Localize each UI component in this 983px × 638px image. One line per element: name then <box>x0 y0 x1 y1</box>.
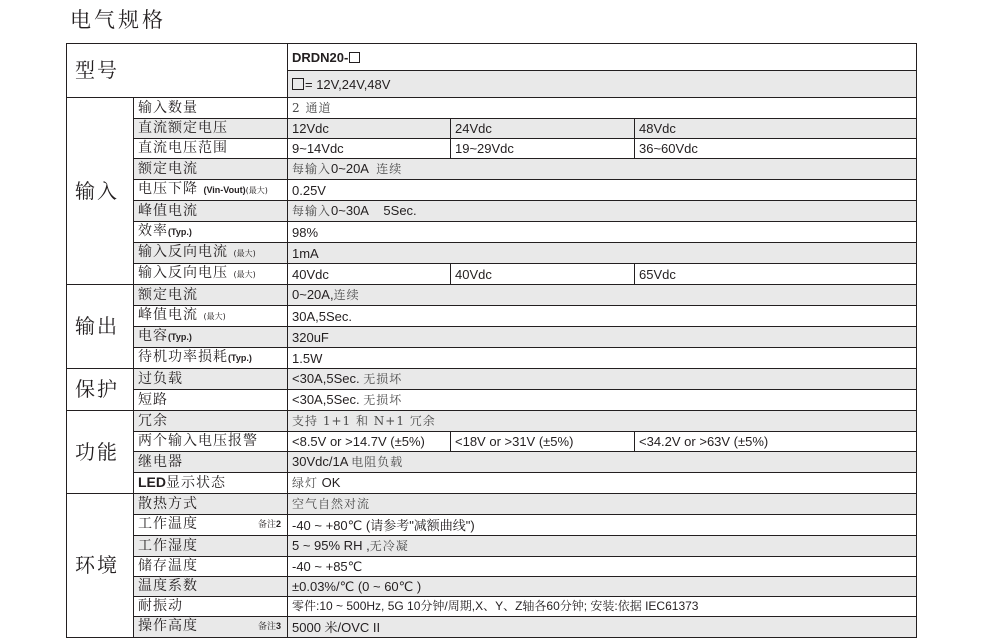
spec-label: 峰值电流 <box>134 201 288 222</box>
output-peak-current-row <box>67 306 917 327</box>
spec-label-note: (Typ.) <box>168 227 192 237</box>
placeholder-box-icon <box>292 78 304 90</box>
spec-value-suffix: 5Sec. <box>383 203 417 218</box>
spec-value-text: 0~20A, <box>292 287 334 302</box>
spec-label-note: (Typ.) <box>168 332 192 342</box>
spec-value-text: 2 通道 <box>292 101 332 115</box>
spec-value: 9~14Vdc <box>288 139 451 159</box>
spec-value: 0.25V <box>288 180 917 201</box>
spec-label-cell <box>134 617 288 638</box>
spec-label-prefix: LED <box>138 474 166 490</box>
spec-label: 额定电流 <box>134 285 288 306</box>
spec-value-text: 支持 1+1 和 N+1 冗余 <box>292 414 436 428</box>
spec-label-cell <box>134 180 288 201</box>
spec-value-text: 0~30A <box>331 203 369 218</box>
spec-value-text: 30Vdc/1A <box>292 454 348 469</box>
spec-label: 输入反向电流 <box>138 244 228 260</box>
spec-label: 两个输入电压报警 <box>134 432 288 452</box>
env-altitude-row <box>67 617 917 638</box>
spec-value: 98% <box>288 222 917 243</box>
spec-label-cell <box>134 473 288 494</box>
env-temp-coefficient-row <box>67 577 917 597</box>
input-voltage-range-row <box>67 139 917 159</box>
spec-value: 5000 米/OVC II <box>288 617 917 638</box>
spec-value: 24Vdc <box>451 119 635 139</box>
spec-value: 65Vdc <box>635 264 917 285</box>
env-cooling-row <box>67 494 917 515</box>
spec-label-max: (最大) <box>203 312 226 321</box>
spec-value: 19~29Vdc <box>451 139 635 159</box>
input-rated-current-row <box>67 159 917 180</box>
spec-label: 继电器 <box>134 452 288 473</box>
input-efficiency-row <box>67 222 917 243</box>
protection-short-circuit-row <box>67 390 917 411</box>
function-led-row <box>67 473 917 494</box>
spec-value-prefix: 绿灯 <box>292 476 319 490</box>
spec-value <box>288 452 917 473</box>
spec-value-text: 0~20A <box>331 161 369 176</box>
spec-label: 待机功率损耗 <box>138 349 228 365</box>
spec-label: 温度系数 <box>134 577 288 597</box>
spec-label: 峰值电流 <box>138 307 198 323</box>
output-capacitance-row <box>67 327 917 348</box>
function-relay-row <box>67 452 917 473</box>
env-storage-temp-row <box>67 557 917 577</box>
spec-label-note: (Typ.) <box>228 353 252 363</box>
spec-value: 36~60Vdc <box>635 139 917 159</box>
output-rated-current-row <box>67 285 917 306</box>
output-standby-power-row <box>67 348 917 369</box>
protection-overload-row <box>67 369 917 390</box>
spec-label: 效率 <box>138 223 168 239</box>
spec-value-prefix: 每输入 <box>292 162 332 176</box>
spec-value-suffix: 连续 <box>376 162 403 176</box>
page-title: 电气规格 <box>70 8 166 32</box>
spec-label-cell <box>134 243 288 264</box>
model-name: DRDN20- <box>292 49 349 65</box>
spec-value: 1mA <box>288 243 917 264</box>
spec-label-max: (最大) <box>233 249 256 258</box>
spec-value-text: 空气自然对流 <box>292 497 371 511</box>
input-rated-voltage-row <box>67 119 917 139</box>
spec-value <box>288 473 917 494</box>
spec-value-suffix: 连续 <box>333 288 360 302</box>
footnote-ref <box>258 515 281 535</box>
footnote-label: 备注 <box>257 622 276 632</box>
model-voltage-note: = 12V,24V,48V <box>305 76 391 92</box>
spec-label-cell <box>134 327 288 348</box>
function-redundancy-row <box>67 411 917 432</box>
spec-value <box>288 390 917 411</box>
spec-value-suffix: 电阻负载 <box>351 455 404 469</box>
spec-label-cell <box>134 348 288 369</box>
group-output: 输出 <box>67 285 134 369</box>
footnote-label: 备注 <box>257 520 276 530</box>
spec-value <box>288 201 917 222</box>
spec-label: 过负载 <box>134 369 288 390</box>
spec-value <box>288 536 917 557</box>
model-label: 型号 <box>67 44 288 98</box>
spec-value-suffix: 无冷凝 <box>369 539 409 553</box>
spec-value: 40Vdc <box>451 264 635 285</box>
spec-label: 电压下降 <box>138 181 198 197</box>
model-voltage-cell <box>288 71 917 98</box>
group-function: 功能 <box>67 411 134 494</box>
spec-value: -40 ~ +85℃ <box>288 557 917 577</box>
footnote-number: 2 <box>275 519 281 529</box>
spec-label: 耐振动 <box>134 597 288 617</box>
input-peak-current-row <box>67 201 917 222</box>
env-working-temp-row <box>67 515 917 536</box>
spec-value-text: 5 ~ 95% RH , <box>292 538 370 553</box>
group-protection: 保护 <box>67 369 134 411</box>
spec-label-cell <box>134 306 288 327</box>
group-environment: 环境 <box>67 494 134 638</box>
spec-label-cell <box>134 222 288 243</box>
footnote-ref <box>258 617 281 637</box>
spec-value-text: <30A,5Sec. <box>292 371 360 386</box>
spec-label: 直流额定电压 <box>134 119 288 139</box>
spec-value-prefix: 每输入 <box>292 204 332 218</box>
model-row <box>67 44 917 71</box>
spec-value: 12Vdc <box>288 119 451 139</box>
spec-label: 储存温度 <box>134 557 288 577</box>
spec-value <box>288 98 917 119</box>
spec-value <box>288 159 917 180</box>
spec-value-suffix: 无损坏 <box>363 393 403 407</box>
spec-label: 输入反向电压 <box>138 265 228 281</box>
env-working-humidity-row <box>67 536 917 557</box>
input-channels-row <box>67 98 917 119</box>
spec-value <box>288 494 917 515</box>
spec-value: <34.2V or >63V (±5%) <box>635 432 917 452</box>
env-vibration-row <box>67 597 917 617</box>
spec-label-cell <box>134 515 288 536</box>
spec-label-max: (最大) <box>245 186 268 195</box>
electrical-spec-table <box>66 43 917 638</box>
spec-label: 工作湿度 <box>134 536 288 557</box>
spec-label: 散热方式 <box>134 494 288 515</box>
spec-value: ±0.03%/℃ (0 ~ 60℃ ) <box>288 577 917 597</box>
spec-value: 30A,5Sec. <box>288 306 917 327</box>
spec-label: 直流电压范围 <box>134 139 288 159</box>
function-alarm-row <box>67 432 917 452</box>
spec-value <box>288 411 917 432</box>
spec-label: 输入数量 <box>134 98 288 119</box>
spec-value: <18V or >31V (±5%) <box>451 432 635 452</box>
spec-label-note: (Vin-Vout) <box>203 185 246 195</box>
spec-label: 电容 <box>138 328 168 344</box>
spec-value: 320uF <box>288 327 917 348</box>
spec-value: 1.5W <box>288 348 917 369</box>
group-input: 输入 <box>67 98 134 285</box>
spec-value <box>288 369 917 390</box>
spec-value-text: <30A,5Sec. <box>292 392 360 407</box>
spec-value: -40 ~ +80℃ (请参考"减额曲线") <box>288 515 917 536</box>
spec-label-cell <box>134 264 288 285</box>
input-voltage-drop-row <box>67 180 917 201</box>
spec-label: 冗余 <box>134 411 288 432</box>
spec-value-text: OK <box>321 475 341 490</box>
spec-value: 零件:10 ~ 500Hz, 5G 10分钟/周期,X、Y、Z轴各60分钟; 安装:依据 IEC61373 <box>288 597 917 617</box>
spec-label: 短路 <box>134 390 288 411</box>
spec-value: <8.5V or >14.7V (±5%) <box>288 432 451 452</box>
spec-label: 额定电流 <box>134 159 288 180</box>
spec-value-suffix: 无损坏 <box>363 372 403 386</box>
spec-label: 显示状态 <box>166 475 226 491</box>
spec-label-max: (最大) <box>233 270 256 279</box>
spec-value: 48Vdc <box>635 119 917 139</box>
spec-label: 工作温度 <box>138 516 198 532</box>
model-name-cell <box>288 44 917 71</box>
spec-value: 40Vdc <box>288 264 451 285</box>
placeholder-box-icon <box>349 52 360 63</box>
spec-value <box>288 285 917 306</box>
input-reverse-current-row <box>67 243 917 264</box>
spec-label: 操作高度 <box>138 618 198 634</box>
input-reverse-voltage-row <box>67 264 917 285</box>
footnote-number: 3 <box>275 621 281 631</box>
